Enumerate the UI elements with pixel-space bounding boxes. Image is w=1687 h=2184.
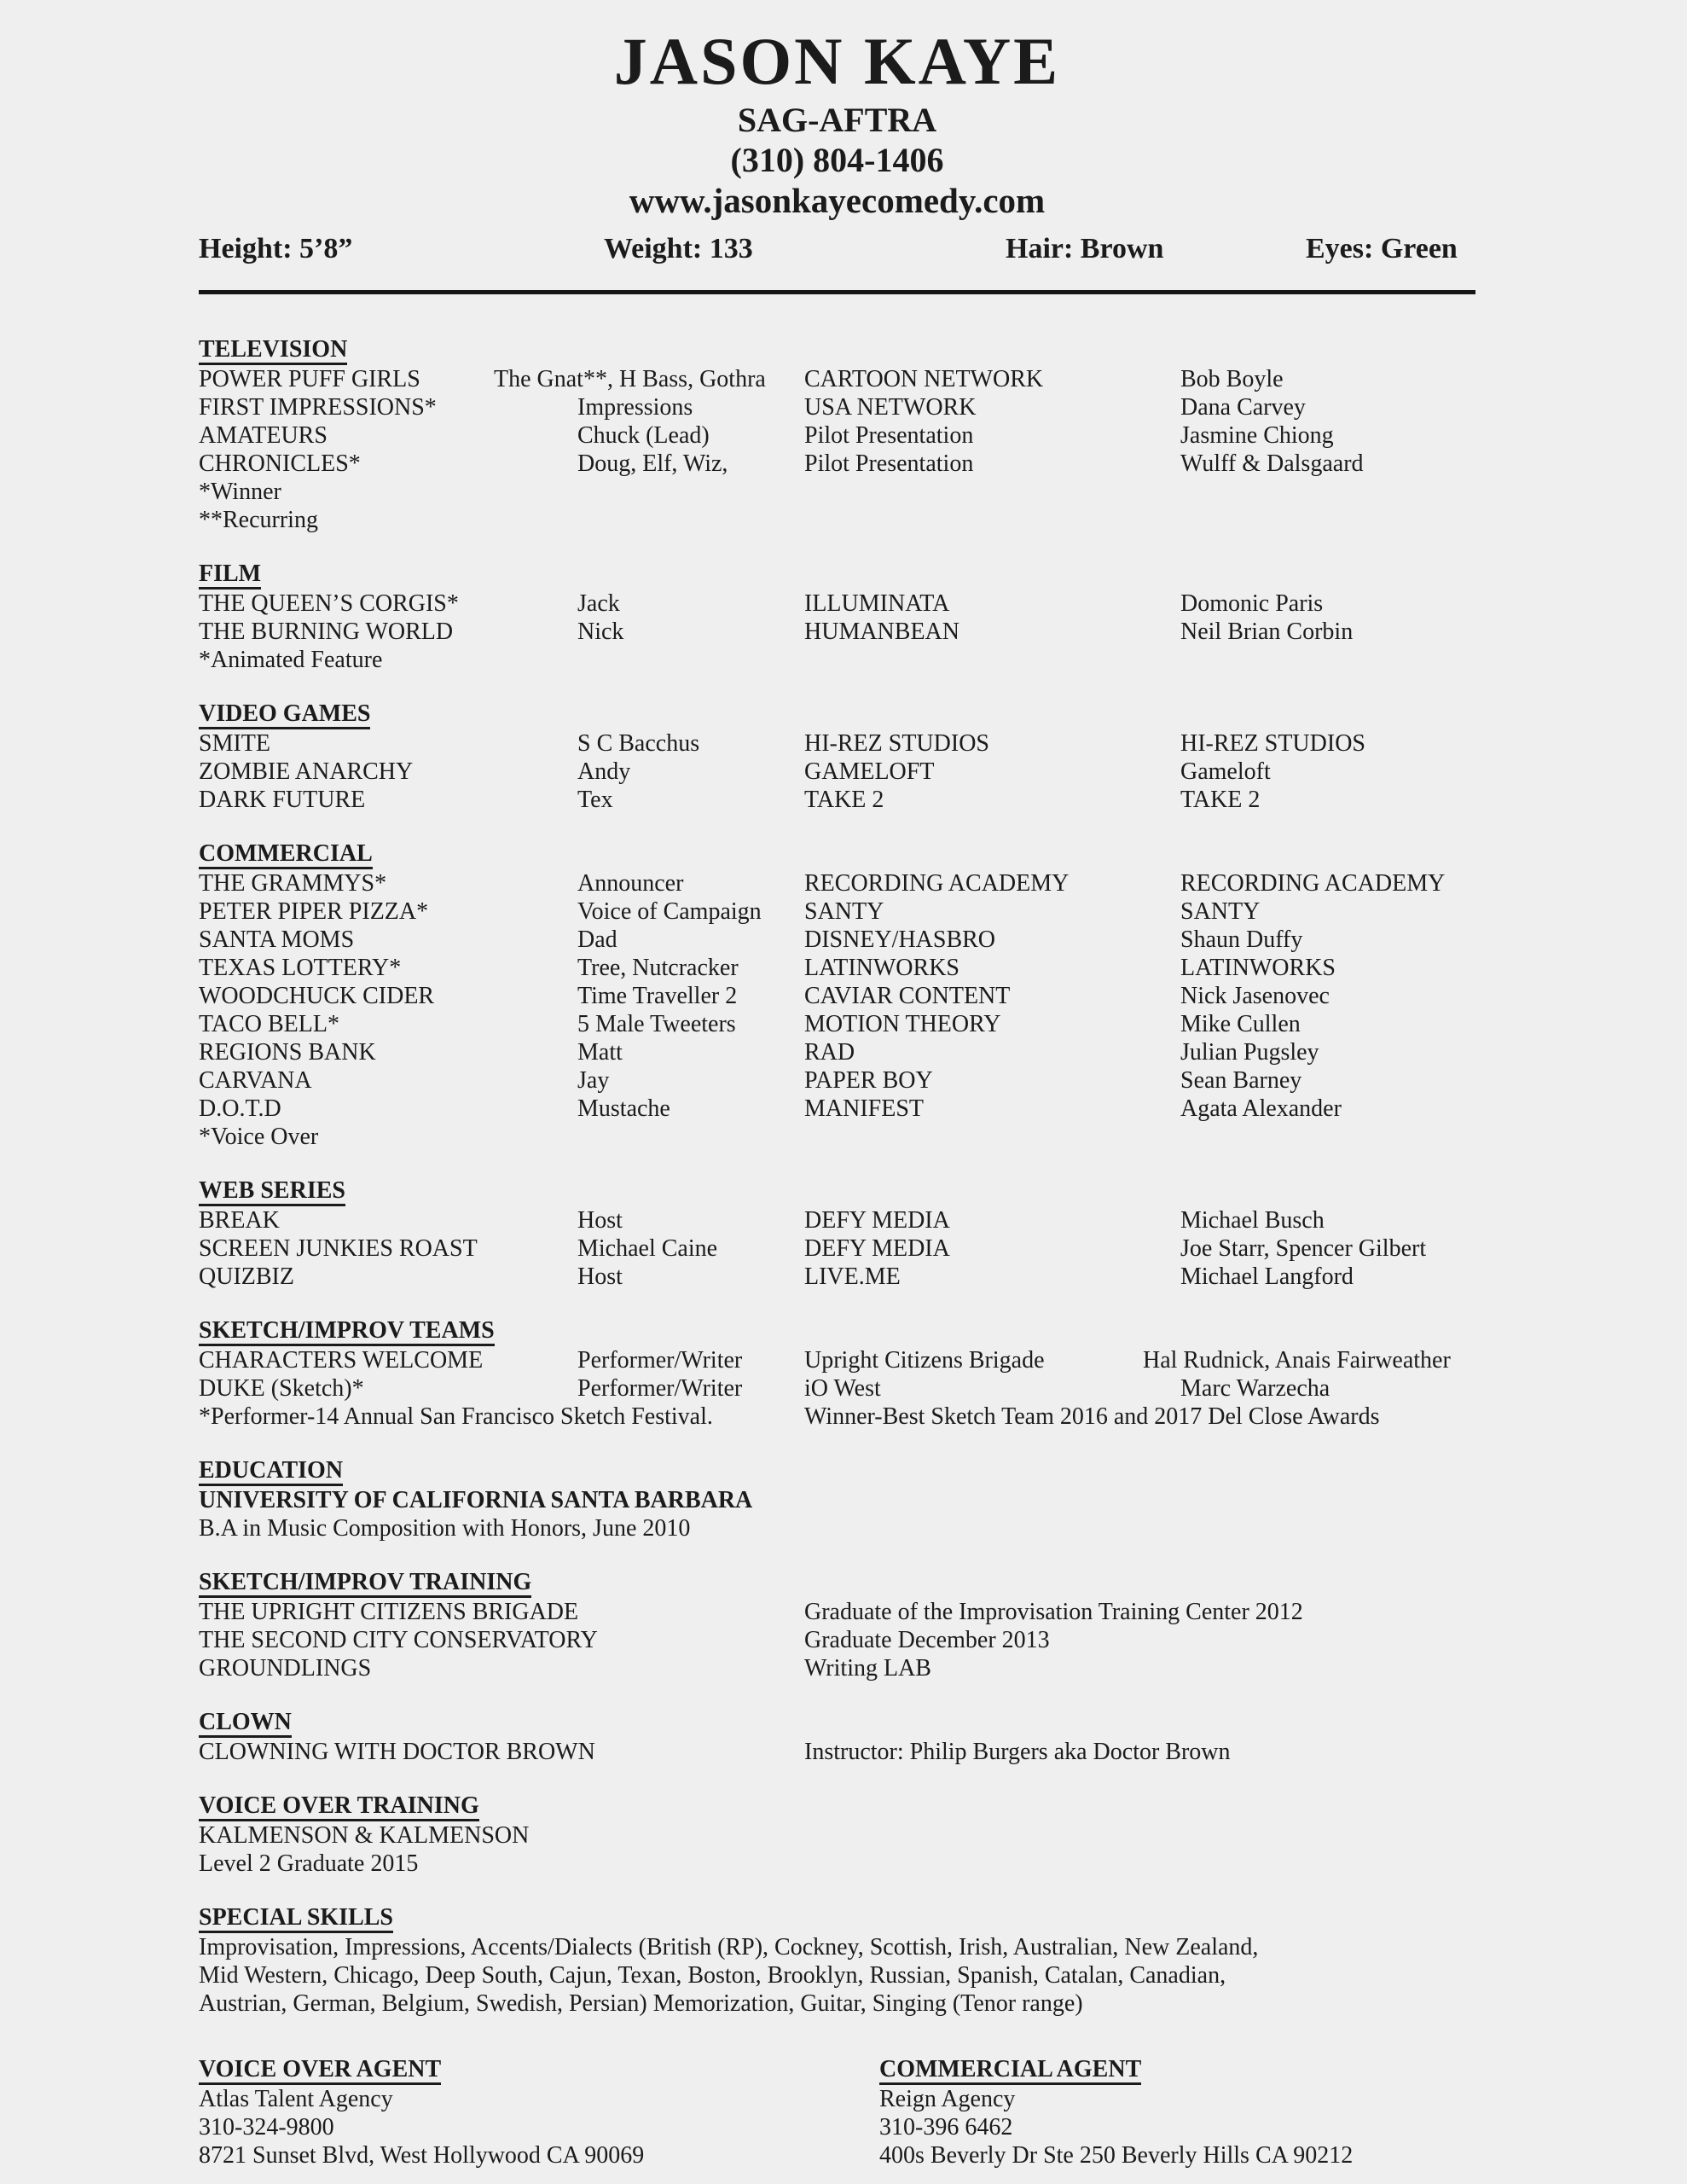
credit-row	[199, 365, 1475, 393]
credit-director: RECORDING ACADEMY	[1180, 870, 1446, 897]
credit-title: CHRONICLES*	[199, 450, 361, 477]
stat-eyes: Eyes: Green	[1306, 233, 1458, 264]
training-detail: Level 2 Graduate 2015	[199, 1850, 419, 1877]
credit-director: LATINWORKS	[1180, 955, 1336, 981]
footnote: *Performer-14 Annual San Francisco Sketch Festival.	[199, 1403, 713, 1430]
credit-title: FIRST IMPRESSIONS*	[199, 394, 437, 421]
section-title: VIDEO GAMES	[199, 701, 370, 729]
credit-company: DEFY MEDIA	[804, 1207, 950, 1234]
agent-name: Atlas Talent Agency	[199, 2086, 393, 2112]
union-affiliation: SAG-AFTRA	[737, 101, 937, 139]
section-title: COMMERCIAL	[199, 841, 373, 869]
agent-phone: 310-324-9800	[199, 2114, 334, 2140]
credit-director: Neil Brian Corbin	[1180, 619, 1354, 645]
credit-company: USA NETWORK	[804, 394, 977, 421]
education-degree: B.A in Music Composition with Honors, June 2010	[199, 1515, 691, 1542]
training-detail: Instructor: Philip Burgers aka Doctor Brown	[804, 1739, 1231, 1765]
section-sketch-improv-training	[199, 1568, 1475, 1682]
credit-role: Performer/Writer	[577, 1375, 743, 1402]
credit-role: Dad	[577, 926, 617, 953]
section-special-skills	[199, 1903, 1475, 2018]
credit-director: Bob Boyle	[1180, 366, 1284, 392]
credit-row	[199, 618, 1475, 646]
section-clown	[199, 1708, 1475, 1766]
credit-row	[199, 1263, 1475, 1291]
section-film	[199, 560, 1475, 674]
credit-director: HI-REZ STUDIOS	[1180, 730, 1365, 757]
credit-director: Hal Rudnick, Anais Fairweather	[1143, 1347, 1451, 1374]
agent-title: COMMERCIAL AGENT	[879, 2057, 1141, 2085]
credit-role: 5 Male Tweeters	[577, 1011, 736, 1037]
credit-title: TEXAS LOTTERY*	[199, 955, 402, 981]
section-commercial	[199, 839, 1475, 1151]
credit-role: Time Traveller 2	[577, 983, 738, 1009]
credit-row	[199, 982, 1475, 1010]
credit-director: Nick Jasenovec	[1180, 983, 1330, 1009]
footnote-row	[199, 1403, 1475, 1431]
vital-stats-row	[199, 232, 1475, 266]
credit-director: Marc Warzecha	[1180, 1375, 1330, 1402]
credit-director: Sean Barney	[1180, 1067, 1302, 1094]
credit-role: Tree, Nutcracker	[577, 955, 739, 981]
skills-line: Mid Western, Chicago, Deep South, Cajun, Texan, Boston, Brooklyn, Russian, Spanish, Catalan, Canadian,	[199, 1962, 1226, 1989]
resume-header	[199, 0, 1475, 222]
credit-director: Dana Carvey	[1180, 394, 1306, 421]
credit-title: THE BURNING WORLD	[199, 619, 454, 645]
credit-row	[199, 954, 1475, 982]
phone-number: (310) 804-1406	[730, 141, 944, 179]
credit-title: WOODCHUCK CIDER	[199, 983, 435, 1009]
credit-title: CHARACTERS WELCOME	[199, 1347, 484, 1374]
credit-title: SMITE	[199, 730, 270, 757]
credit-row	[199, 1010, 1475, 1038]
credit-row	[199, 1206, 1475, 1234]
credit-company: HI-REZ STUDIOS	[804, 730, 989, 757]
credit-director: TAKE 2	[1180, 787, 1261, 813]
credit-row	[199, 926, 1475, 954]
skills-line: Improvisation, Impressions, Accents/Dialects (British (RP), Cockney, Scottish, Irish, Australian, New Zealand,	[199, 1934, 1259, 1960]
actor-name: JASON KAYE	[613, 24, 1061, 98]
credit-company: RAD	[804, 1039, 855, 1066]
credit-row	[199, 758, 1475, 786]
footnote: Winner-Best Sketch Team 2016 and 2017 Del Close Awards	[804, 1403, 1380, 1430]
credit-company: GAMELOFT	[804, 758, 935, 785]
credit-company: iO West	[804, 1375, 881, 1402]
credit-role: Host	[577, 1263, 623, 1290]
credit-role: S C Bacchus	[577, 730, 700, 757]
credit-title: THE GRAMMYS*	[199, 870, 387, 897]
section-title: CLOWN	[199, 1710, 292, 1738]
section-sketch-improv-teams	[199, 1316, 1475, 1431]
credit-company: LIVE.ME	[804, 1263, 901, 1290]
section-voice-over-training	[199, 1792, 1475, 1878]
credit-role: Impressions	[577, 394, 693, 421]
credit-role: Voice of Campaign	[577, 898, 762, 925]
credit-role: Andy	[577, 758, 631, 785]
credit-title: DUKE (Sketch)*	[199, 1375, 364, 1402]
credit-row	[199, 897, 1475, 926]
credit-company: MOTION THEORY	[804, 1011, 1001, 1037]
credit-director: SANTY	[1180, 898, 1261, 925]
footnote: **Recurring	[199, 507, 318, 533]
credit-title: POWER PUFF GIRLS	[199, 366, 420, 392]
training-institution: KALMENSON & KALMENSON	[199, 1822, 530, 1849]
credit-company: SANTY	[804, 898, 884, 925]
training-institution: THE SECOND CITY CONSERVATORY	[199, 1627, 598, 1653]
credit-role: Host	[577, 1207, 623, 1234]
voice-over-agent-block	[199, 2055, 879, 2169]
credit-row	[199, 590, 1475, 618]
section-video-games	[199, 700, 1475, 814]
credit-role: Tex	[577, 787, 613, 813]
credit-row	[199, 421, 1475, 450]
training-detail: Graduate of the Improvisation Training Center 2012	[804, 1599, 1303, 1625]
section-title: FILM	[199, 561, 261, 590]
resume-content	[199, 0, 1475, 2169]
credit-company: CARTOON NETWORK	[804, 366, 1044, 392]
section-title: EDUCATION	[199, 1458, 343, 1486]
credit-role: Announcer	[577, 870, 684, 897]
credit-director: Gameloft	[1180, 758, 1271, 785]
stat-weight: Weight: 133	[604, 233, 753, 264]
credit-director: Joe Starr, Spencer Gilbert	[1180, 1235, 1427, 1262]
credit-role: Nick	[577, 619, 624, 645]
credit-role: Chuck (Lead)	[577, 422, 710, 449]
footnote: *Animated Feature	[199, 647, 383, 673]
credit-row	[199, 1346, 1475, 1374]
credit-director: Jasmine Chiong	[1180, 422, 1334, 449]
credit-title: ZOMBIE ANARCHY	[199, 758, 414, 785]
section-title: SKETCH/IMPROV TRAINING	[199, 1570, 531, 1598]
credit-title: AMATEURS	[199, 422, 328, 449]
credit-company: TAKE 2	[804, 787, 884, 813]
credit-company: CAVIAR CONTENT	[804, 983, 1011, 1009]
section-title: WEB SERIES	[199, 1178, 345, 1206]
section-education	[199, 1456, 1475, 1542]
training-institution: CLOWNING WITH DOCTOR BROWN	[199, 1739, 595, 1765]
credit-title: REGIONS BANK	[199, 1039, 376, 1066]
credit-director: Domonic Paris	[1180, 590, 1324, 617]
credit-director: Julian Pugsley	[1180, 1039, 1319, 1066]
credit-role: Jack	[577, 590, 620, 617]
credit-role: The Gnat**, H Bass, Gothra	[494, 366, 766, 392]
commercial-agent-block	[879, 2055, 1475, 2169]
credit-role: Michael Caine	[577, 1235, 718, 1262]
credit-director: Agata Alexander	[1180, 1095, 1342, 1122]
credit-company: LATINWORKS	[804, 955, 959, 981]
credit-row	[199, 786, 1475, 814]
credit-title: QUIZBIZ	[199, 1263, 294, 1290]
credit-company: Upright Citizens Brigade	[804, 1347, 1045, 1374]
section-title: TELEVISION	[199, 337, 347, 365]
website-url: www.jasonkayecomedy.com	[629, 181, 1046, 220]
credit-title: PETER PIPER PIZZA*	[199, 898, 429, 925]
footnote: *Winner	[199, 479, 281, 505]
agent-name: Reign Agency	[879, 2086, 1016, 2112]
training-institution: GROUNDLINGS	[199, 1655, 372, 1682]
training-row	[199, 1626, 1475, 1654]
credit-row	[199, 1374, 1475, 1403]
credit-row	[199, 1066, 1475, 1095]
agent-address: 400s Beverly Dr Ste 250 Beverly Hills CA 90212	[879, 2142, 1354, 2169]
training-detail: Graduate December 2013	[804, 1627, 1050, 1653]
credit-row	[199, 869, 1475, 897]
credit-company: DEFY MEDIA	[804, 1235, 950, 1262]
section-television	[199, 335, 1475, 534]
training-row	[199, 1598, 1475, 1626]
education-school: UNIVERSITY OF CALIFORNIA SANTA BARBARA	[199, 1487, 753, 1513]
credit-title: SCREEN JUNKIES ROAST	[199, 1235, 478, 1262]
credit-title: BREAK	[199, 1207, 280, 1234]
agent-title: VOICE OVER AGENT	[199, 2057, 441, 2085]
credit-role: Doug, Elf, Wiz,	[577, 450, 728, 477]
credit-director: Mike Cullen	[1180, 1011, 1301, 1037]
credit-company: RECORDING ACADEMY	[804, 870, 1070, 897]
credit-row	[199, 450, 1475, 478]
credit-row	[199, 1095, 1475, 1123]
credit-director: Shaun Duffy	[1180, 926, 1303, 953]
credit-title: DARK FUTURE	[199, 787, 366, 813]
credit-row	[199, 729, 1475, 758]
credit-company: ILLUMINATA	[804, 590, 950, 617]
training-row	[199, 1738, 1475, 1766]
credit-director: Michael Busch	[1180, 1207, 1325, 1234]
training-institution: THE UPRIGHT CITIZENS BRIGADE	[199, 1599, 579, 1625]
stat-hair: Hair: Brown	[1006, 233, 1164, 264]
credit-title: TACO BELL*	[199, 1011, 339, 1037]
skills-line: Austrian, German, Belgium, Swedish, Persian) Memorization, Guitar, Singing (Tenor range)	[199, 1990, 1083, 2017]
credit-role: Mustache	[577, 1095, 670, 1122]
credit-role: Jay	[577, 1067, 610, 1094]
credit-company: MANIFEST	[804, 1095, 925, 1122]
credit-role: Performer/Writer	[577, 1347, 743, 1374]
credit-title: THE QUEEN’S CORGIS*	[199, 590, 459, 617]
training-detail: Writing LAB	[804, 1655, 931, 1682]
credit-company: HUMANBEAN	[804, 619, 959, 645]
stat-height: Height: 5’8”	[199, 233, 353, 264]
credit-row	[199, 1038, 1475, 1066]
credit-title: CARVANA	[199, 1067, 312, 1094]
credit-row	[199, 1234, 1475, 1263]
credit-company: DISNEY/HASBRO	[804, 926, 996, 953]
footnote: *Voice Over	[199, 1124, 319, 1150]
horizontal-divider	[199, 290, 1475, 294]
section-agents	[199, 2055, 1475, 2169]
section-title: VOICE OVER TRAINING	[199, 1793, 479, 1821]
agent-address: 8721 Sunset Blvd, West Hollywood CA 90069	[199, 2142, 645, 2169]
credit-director: Michael Langford	[1180, 1263, 1354, 1290]
section-title: SKETCH/IMPROV TEAMS	[199, 1318, 495, 1346]
credit-role: Matt	[577, 1039, 623, 1066]
section-title: SPECIAL SKILLS	[199, 1905, 393, 1933]
section-web-series	[199, 1176, 1475, 1291]
credit-title: D.O.T.D	[199, 1095, 281, 1122]
training-row	[199, 1654, 1475, 1682]
credit-director: Wulff & Dalsgaard	[1180, 450, 1364, 477]
agent-phone: 310-396 6462	[879, 2114, 1013, 2140]
credit-company: Pilot Presentation	[804, 422, 974, 449]
credit-company: PAPER BOY	[804, 1067, 933, 1094]
credit-title: SANTA MOMS	[199, 926, 355, 953]
credit-company: Pilot Presentation	[804, 450, 974, 477]
credit-row	[199, 393, 1475, 421]
